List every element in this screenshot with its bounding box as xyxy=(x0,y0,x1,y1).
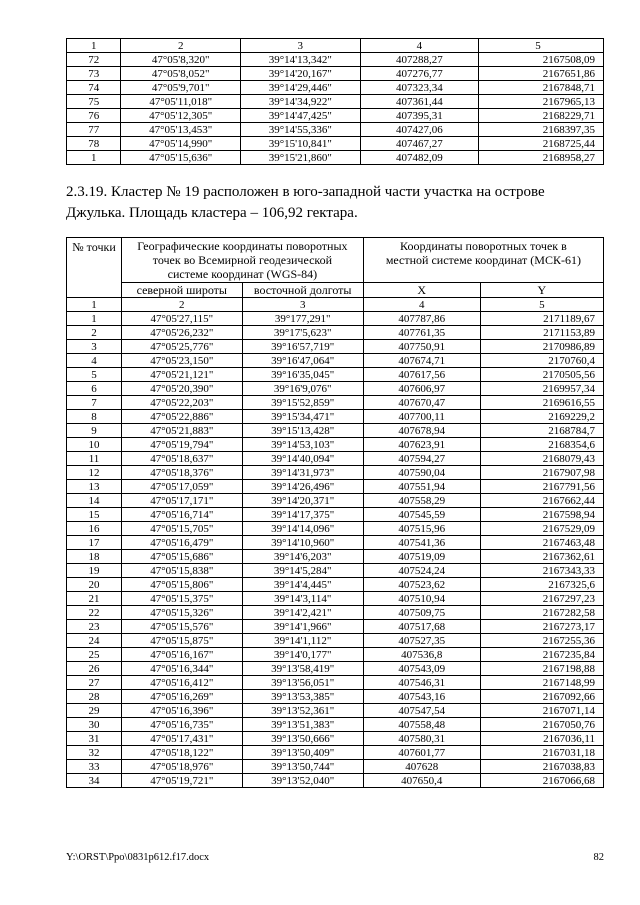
column-index: 5 xyxy=(480,298,603,312)
table-cell: 47°05'26,232" xyxy=(122,326,243,340)
table-cell: 2 xyxy=(121,39,241,53)
table-cell: 39°17'5,623" xyxy=(242,326,363,340)
table-cell: 2168725,44 xyxy=(479,137,604,151)
table-cell: 32 xyxy=(67,746,122,760)
table-cell: 407288,27 xyxy=(360,53,479,67)
table-cell: 2167965,13 xyxy=(479,95,604,109)
table-cell: 407323,34 xyxy=(360,81,479,95)
table-cell: 407623,91 xyxy=(363,438,480,452)
table-cell: 12 xyxy=(67,466,122,480)
table-cell: 47°05'17,431" xyxy=(122,732,243,746)
table-cell: 2167066,68 xyxy=(480,774,603,788)
table-cell: 47°05'19,794" xyxy=(122,438,243,452)
table-cell: 407541,36 xyxy=(363,536,480,550)
table-cell: 47°05'15,806" xyxy=(122,578,243,592)
table-cell: 47°05'23,150" xyxy=(122,354,243,368)
column-index: 1 xyxy=(67,298,122,312)
table-cell: 39°14'4,445" xyxy=(242,578,363,592)
table-cell: 39°13'51,383" xyxy=(242,718,363,732)
table-cell: 7 xyxy=(67,396,122,410)
table-cell: 2171153,89 xyxy=(480,326,603,340)
table-cell: 77 xyxy=(67,123,121,137)
table-cell: 2167463,48 xyxy=(480,536,603,550)
table-cell: 15 xyxy=(67,508,122,522)
table-cell: 47°05'11,018" xyxy=(121,95,241,109)
table-cell: 39°14'40,094" xyxy=(242,452,363,466)
table-cell: 1 xyxy=(67,151,121,165)
table-cell: 31 xyxy=(67,732,122,746)
table-cell: 2171189,67 xyxy=(480,312,603,326)
table-cell: 47°05'16,735" xyxy=(122,718,243,732)
table-row xyxy=(67,410,604,424)
table-cell: 47°05'25,776" xyxy=(122,340,243,354)
table-row xyxy=(67,676,604,690)
table-cell: 47°05'15,686" xyxy=(122,550,243,564)
table-cell: 2167907,98 xyxy=(480,466,603,480)
table-row xyxy=(67,81,604,95)
table-cell: 47°05'15,875" xyxy=(122,634,243,648)
table-row xyxy=(67,95,604,109)
table-cell: 47°05'27,115" xyxy=(122,312,243,326)
table-row xyxy=(67,109,604,123)
table-cell: 6 xyxy=(67,382,122,396)
table-row xyxy=(67,536,604,550)
table-cell: 2167508,09 xyxy=(479,53,604,67)
table-cell: 47°05'8,320" xyxy=(121,53,241,67)
table-cell: 39°14'55,336" xyxy=(240,123,360,137)
table-cell: 39°177,291" xyxy=(242,312,363,326)
table-row xyxy=(67,592,604,606)
table-row xyxy=(67,746,604,760)
table-cell: 2167092,66 xyxy=(480,690,603,704)
table-cell: 407543,16 xyxy=(363,690,480,704)
table-cell: 407558,48 xyxy=(363,718,480,732)
table-cell: 47°05'14,990" xyxy=(121,137,241,151)
table-cell: 4 xyxy=(360,39,479,53)
table-cell: 39°15'21,860" xyxy=(240,151,360,165)
table-cell: 47°05'22,203" xyxy=(122,396,243,410)
table-cell: 407523,62 xyxy=(363,578,480,592)
table-cell: 407361,44 xyxy=(360,95,479,109)
table-cell: 407590,04 xyxy=(363,466,480,480)
table-cell: 47°05'18,122" xyxy=(122,746,243,760)
table-cell: 13 xyxy=(67,480,122,494)
table-cell: 47°05'17,171" xyxy=(122,494,243,508)
table-cell: 47°05'22,886" xyxy=(122,410,243,424)
table-cell: 39°13'50,666" xyxy=(242,732,363,746)
table-row xyxy=(67,564,604,578)
table-cell: 78 xyxy=(67,137,121,151)
table-row xyxy=(67,690,604,704)
table-cell: 47°05'8,052" xyxy=(121,67,241,81)
table-cell: 407527,35 xyxy=(363,634,480,648)
table-cell: 11 xyxy=(67,452,122,466)
table-cell: 2167038,83 xyxy=(480,760,603,774)
table-cell: 30 xyxy=(67,718,122,732)
table-cell: 39°14'1,112" xyxy=(242,634,363,648)
table-subheader-row xyxy=(67,283,604,298)
table-cell: 39°14'53,103" xyxy=(242,438,363,452)
table-cell: 2167325,6 xyxy=(480,578,603,592)
table-cell: 407427,06 xyxy=(360,123,479,137)
table-cell: 47°05'16,269" xyxy=(122,690,243,704)
table-cell: 26 xyxy=(67,662,122,676)
table-cell: 39°15'10,841" xyxy=(240,137,360,151)
table-cell: 407547,54 xyxy=(363,704,480,718)
table-cell: 39°14'5,284" xyxy=(242,564,363,578)
table-cell: 5 xyxy=(479,39,604,53)
table-row xyxy=(67,578,604,592)
table-cell: 407536,8 xyxy=(363,648,480,662)
table-row xyxy=(67,550,604,564)
table-cell: 39°15'52,859" xyxy=(242,396,363,410)
table-row xyxy=(67,368,604,382)
table-cell: 407558,29 xyxy=(363,494,480,508)
table-cell: 407700,11 xyxy=(363,410,480,424)
table-cell: 47°05'9,701" xyxy=(121,81,241,95)
table-cell: 407543,09 xyxy=(363,662,480,676)
table-cell: 47°05'20,390" xyxy=(122,382,243,396)
table-cell: 39°14'31,973" xyxy=(242,466,363,480)
table-cell: 407509,75 xyxy=(363,606,480,620)
table-header-row xyxy=(67,238,604,283)
table-cell: 16 xyxy=(67,522,122,536)
table-cell: 407670,47 xyxy=(363,396,480,410)
table-cell: 407650,4 xyxy=(363,774,480,788)
table-cell: 407517,68 xyxy=(363,620,480,634)
table-cell: 407674,71 xyxy=(363,354,480,368)
column-index: 4 xyxy=(363,298,480,312)
table-cell: 47°05'16,479" xyxy=(122,536,243,550)
table-cell: 2168397,35 xyxy=(479,123,604,137)
coordinates-table-continued xyxy=(66,38,604,165)
table-cell: 5 xyxy=(67,368,122,382)
table-row xyxy=(67,662,604,676)
table-cell: 39°14'47,425" xyxy=(240,109,360,123)
table-row xyxy=(67,382,604,396)
table-row xyxy=(67,480,604,494)
table-cell: 407617,56 xyxy=(363,368,480,382)
table-cell: 2167529,09 xyxy=(480,522,603,536)
table-cell: 47°05'18,976" xyxy=(122,760,243,774)
table-cell: 1 xyxy=(67,312,122,326)
table-cell: 2167598,94 xyxy=(480,508,603,522)
table-cell: 2168079,43 xyxy=(480,452,603,466)
column-index: 3 xyxy=(242,298,363,312)
table-cell: 47°05'19,721" xyxy=(122,774,243,788)
header-local-coordinates: Координаты поворотных точек в местной системе координат (МСК-61) xyxy=(363,238,603,283)
table-cell: 4 xyxy=(67,354,122,368)
table-cell: 407678,94 xyxy=(363,424,480,438)
table-row xyxy=(67,648,604,662)
table-row xyxy=(67,123,604,137)
table-cell: 407276,77 xyxy=(360,67,479,81)
table-cell: 47°05'16,412" xyxy=(122,676,243,690)
table-cell: 39°15'13,428" xyxy=(242,424,363,438)
table-cell: 47°05'17,059" xyxy=(122,480,243,494)
table-cell: 407510,94 xyxy=(363,592,480,606)
table-row xyxy=(67,508,604,522)
header-x: X xyxy=(363,283,480,298)
header-geo-coordinates: Географические координаты поворотных точек во Всемирной геодезической системе координат (WGS-84) xyxy=(122,238,364,283)
table-cell: 27 xyxy=(67,676,122,690)
table-cell: 47°05'15,838" xyxy=(122,564,243,578)
table-cell: 407515,96 xyxy=(363,522,480,536)
table-cell: 2167662,44 xyxy=(480,494,603,508)
table-cell: 14 xyxy=(67,494,122,508)
table-row xyxy=(67,634,604,648)
table-cell: 18 xyxy=(67,550,122,564)
table-cell: 39°13'53,385" xyxy=(242,690,363,704)
table-cell: 39°16'35,045" xyxy=(242,368,363,382)
table-cell: 47°05'18,376" xyxy=(122,466,243,480)
table-cell: 47°05'15,636" xyxy=(121,151,241,165)
table-cell: 2169616,55 xyxy=(480,396,603,410)
table-cell: 47°05'21,883" xyxy=(122,424,243,438)
table-cell: 1 xyxy=(67,39,121,53)
header-longitude: восточной долготы xyxy=(242,283,363,298)
table-cell: 47°05'16,396" xyxy=(122,704,243,718)
table-cell: 76 xyxy=(67,109,121,123)
table-row xyxy=(67,424,604,438)
table-cell: 2167297,23 xyxy=(480,592,603,606)
table-cell: 39°16'9,076" xyxy=(242,382,363,396)
table-row xyxy=(67,354,604,368)
table-cell: 39°13'58,419" xyxy=(242,662,363,676)
table-cell: 39°14'10,960" xyxy=(242,536,363,550)
table-cell: 407551,94 xyxy=(363,480,480,494)
table-cell: 39°14'3,114" xyxy=(242,592,363,606)
table-cell: 2167282,58 xyxy=(480,606,603,620)
table-cell: 28 xyxy=(67,690,122,704)
table-row xyxy=(67,606,604,620)
table-row xyxy=(67,67,604,81)
file-path: Y:\ORST\Ppo\0831p612.f17.docx xyxy=(66,852,210,863)
table-cell: 47°05'21,121" xyxy=(122,368,243,382)
table-cell: 39°14'1,966" xyxy=(242,620,363,634)
table-cell: 21 xyxy=(67,592,122,606)
table-cell: 17 xyxy=(67,536,122,550)
table-cell: 407524,24 xyxy=(363,564,480,578)
table-cell: 2167343,33 xyxy=(480,564,603,578)
table-row xyxy=(67,452,604,466)
table-cell: 2170986,89 xyxy=(480,340,603,354)
table-cell: 47°05'15,375" xyxy=(122,592,243,606)
table-cell: 10 xyxy=(67,438,122,452)
table-cell: 73 xyxy=(67,67,121,81)
table-cell: 407761,35 xyxy=(363,326,480,340)
table-cell: 24 xyxy=(67,634,122,648)
page-number: 82 xyxy=(593,852,604,863)
table-cell: 39°15'34,471" xyxy=(242,410,363,424)
table-cell: 2169229,2 xyxy=(480,410,603,424)
table-cell: 74 xyxy=(67,81,121,95)
table-cell: 2168354,6 xyxy=(480,438,603,452)
table-cell: 33 xyxy=(67,760,122,774)
table-row xyxy=(67,494,604,508)
table-row xyxy=(67,466,604,480)
table-cell: 2167050,76 xyxy=(480,718,603,732)
column-index: 2 xyxy=(122,298,243,312)
table-cell: 407546,31 xyxy=(363,676,480,690)
table-row xyxy=(67,39,604,53)
table-cell: 39°14'34,922" xyxy=(240,95,360,109)
table-cell: 39°14'13,342" xyxy=(240,53,360,67)
table-cell: 39°16'57,719" xyxy=(242,340,363,354)
table-cell: 2168958,27 xyxy=(479,151,604,165)
table-row xyxy=(67,620,604,634)
table-cell: 2 xyxy=(67,326,122,340)
table-row xyxy=(67,396,604,410)
table-cell: 407482,09 xyxy=(360,151,479,165)
table-cell: 39°14'0,177" xyxy=(242,648,363,662)
table-cell: 39°16'47,064" xyxy=(242,354,363,368)
table-cell: 2168784,7 xyxy=(480,424,603,438)
cluster-19-description: 2.3.19. Кластер № 19 расположен в юго-западной части участка на острове Джулька. Площадь кластера – 106,92 гектара. xyxy=(66,184,545,221)
table-cell: 2167235,84 xyxy=(480,648,603,662)
header-point-number: № точки xyxy=(67,238,122,298)
table-cell: 39°13'52,361" xyxy=(242,704,363,718)
table-cell: 75 xyxy=(67,95,121,109)
table-row xyxy=(67,732,604,746)
table-cell: 407601,77 xyxy=(363,746,480,760)
table-cell: 34 xyxy=(67,774,122,788)
table-row xyxy=(67,53,604,67)
table-cell: 2167148,99 xyxy=(480,676,603,690)
table-cell: 407750,91 xyxy=(363,340,480,354)
table-cell: 2167273,17 xyxy=(480,620,603,634)
table-cell: 47°05'15,705" xyxy=(122,522,243,536)
table-cell: 47°05'16,714" xyxy=(122,508,243,522)
table-cell: 407467,27 xyxy=(360,137,479,151)
table-cell: 47°05'15,326" xyxy=(122,606,243,620)
table-cell: 39°14'14,096" xyxy=(242,522,363,536)
table-cell: 2167848,71 xyxy=(479,81,604,95)
table-cell: 47°05'16,167" xyxy=(122,648,243,662)
table-row xyxy=(67,326,604,340)
header-latitude: северной широты xyxy=(122,283,243,298)
table-cell: 2167791,56 xyxy=(480,480,603,494)
table-cell: 2167071,14 xyxy=(480,704,603,718)
table-cell: 39°14'6,203" xyxy=(242,550,363,564)
table-row xyxy=(67,704,604,718)
table-cell: 2167362,61 xyxy=(480,550,603,564)
table-row xyxy=(67,340,604,354)
page-footer xyxy=(66,852,604,863)
column-index-row xyxy=(67,298,604,312)
table-cell: 39°13'50,744" xyxy=(242,760,363,774)
table-cell: 20 xyxy=(67,578,122,592)
table-cell: 2167651,86 xyxy=(479,67,604,81)
table-cell: 39°14'20,167" xyxy=(240,67,360,81)
table-row xyxy=(67,718,604,732)
table-cell: 407787,86 xyxy=(363,312,480,326)
table-cell: 47°05'16,344" xyxy=(122,662,243,676)
table-cell: 3 xyxy=(240,39,360,53)
table-cell: 2170760,4 xyxy=(480,354,603,368)
table-cell: 39°14'2,421" xyxy=(242,606,363,620)
table-cell: 407606,97 xyxy=(363,382,480,396)
table-cell: 39°14'20,371" xyxy=(242,494,363,508)
table-cell: 2167036,11 xyxy=(480,732,603,746)
table-row xyxy=(67,438,604,452)
table-cell: 47°05'18,637" xyxy=(122,452,243,466)
header-y: Y xyxy=(480,283,603,298)
table-cell: 25 xyxy=(67,648,122,662)
table-cell: 407395,31 xyxy=(360,109,479,123)
table-cell: 39°13'50,409" xyxy=(242,746,363,760)
table-cell: 407580,31 xyxy=(363,732,480,746)
table-cell: 39°14'17,375" xyxy=(242,508,363,522)
table-cell: 2167255,36 xyxy=(480,634,603,648)
table-cell: 47°05'15,576" xyxy=(122,620,243,634)
table-cell: 2167198,88 xyxy=(480,662,603,676)
table-cell: 39°13'56,051" xyxy=(242,676,363,690)
table-cell: 72 xyxy=(67,53,121,67)
table-cell: 407519,09 xyxy=(363,550,480,564)
table-row xyxy=(67,137,604,151)
table-cell: 9 xyxy=(67,424,122,438)
table-cell: 47°05'13,453" xyxy=(121,123,241,137)
table-row xyxy=(67,760,604,774)
table-row xyxy=(67,522,604,536)
table-cell: 2169957,34 xyxy=(480,382,603,396)
table-row xyxy=(67,312,604,326)
table-cell: 8 xyxy=(67,410,122,424)
table-cell: 39°13'52,040" xyxy=(242,774,363,788)
table-cell: 19 xyxy=(67,564,122,578)
table-cell: 2170505,56 xyxy=(480,368,603,382)
table-row xyxy=(67,151,604,165)
table-cell: 39°14'29,446" xyxy=(240,81,360,95)
table-cell: 39°14'26,496" xyxy=(242,480,363,494)
table-cell: 2168229,71 xyxy=(479,109,604,123)
table-row xyxy=(67,774,604,788)
table-cell: 29 xyxy=(67,704,122,718)
table-cell: 23 xyxy=(67,620,122,634)
table-cell: 407594,27 xyxy=(363,452,480,466)
table-cell: 2167031,18 xyxy=(480,746,603,760)
cluster-19-coordinates-table xyxy=(66,237,604,788)
table-cell: 22 xyxy=(67,606,122,620)
table-cell: 407545,59 xyxy=(363,508,480,522)
table-cell: 3 xyxy=(67,340,122,354)
table-cell: 407628 xyxy=(363,760,480,774)
table-cell: 47°05'12,305" xyxy=(121,109,241,123)
